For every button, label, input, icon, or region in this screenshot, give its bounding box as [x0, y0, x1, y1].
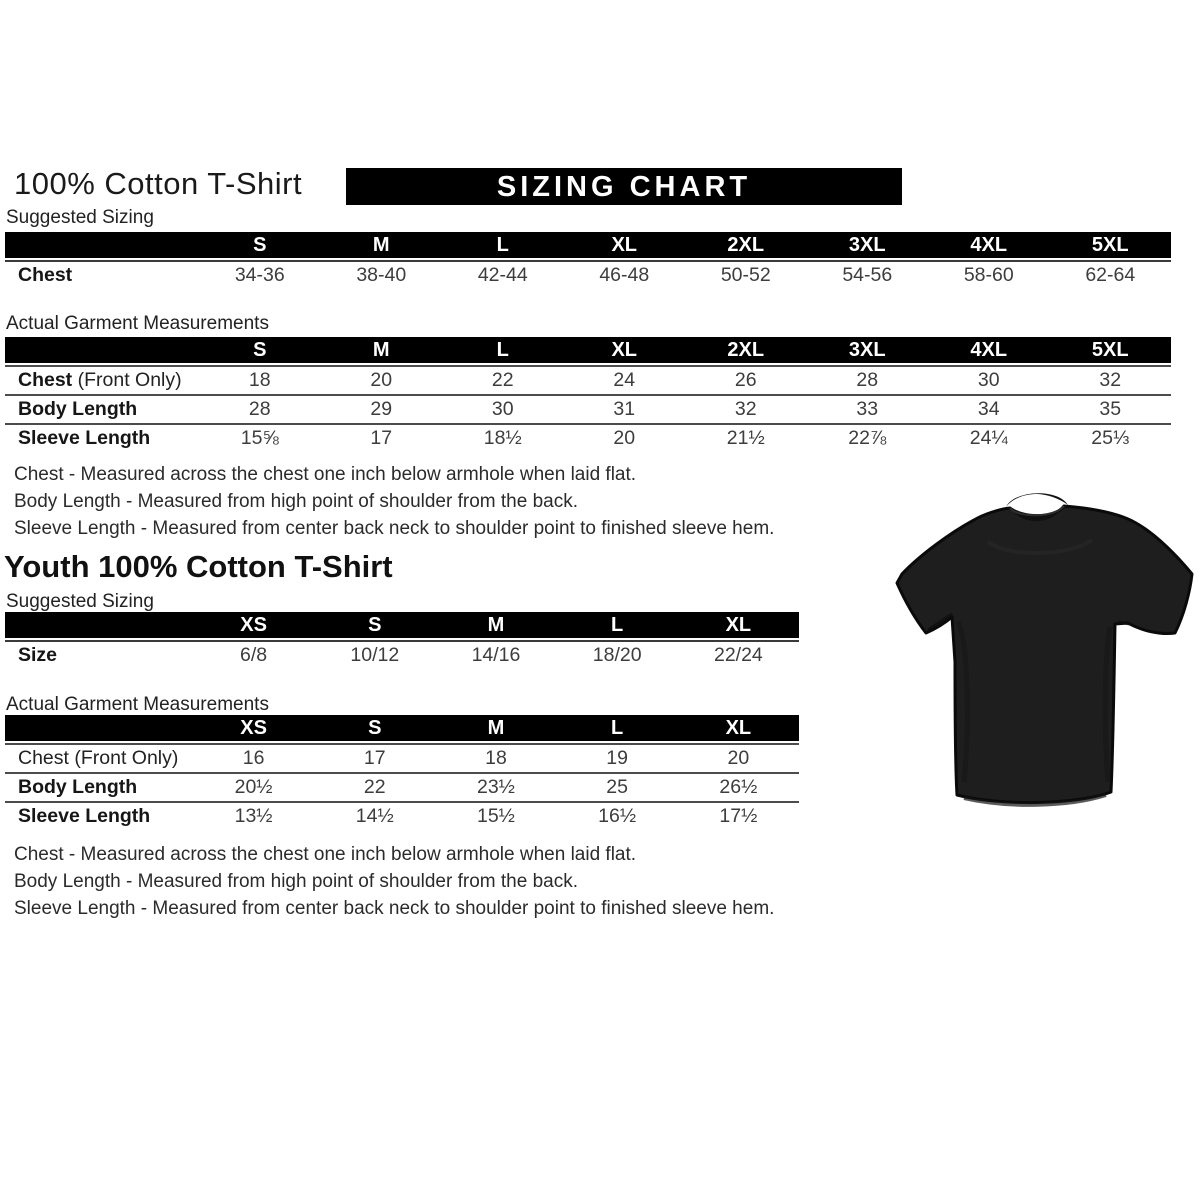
note-chest: Chest - Measured across the chest one inch below armhole when laid flat. — [14, 464, 637, 485]
measurement-cell: 34-36 — [199, 260, 321, 289]
measurement-cell: 16 — [193, 743, 314, 772]
measurement-cell: 18 — [199, 365, 321, 394]
size-column-header: L — [557, 715, 678, 743]
measurement-cell: 18/20 — [557, 640, 678, 669]
header-row — [5, 612, 799, 640]
measurement-cell: 26 — [685, 365, 807, 394]
row-label: Size — [5, 640, 193, 669]
measurement-cell: 24¼ — [928, 423, 1050, 452]
note-body-length: Body Length - Measured from high point of shoulder from the back. — [14, 871, 578, 892]
measurement-cell: 34 — [928, 394, 1050, 423]
measurement-row — [5, 743, 799, 772]
measurement-cell: 38-40 — [321, 260, 443, 289]
youth-page-title: Youth 100% Cotton T-Shirt — [4, 549, 393, 584]
measurement-cell: 22 — [314, 772, 435, 801]
measurement-cell: 33 — [807, 394, 929, 423]
measurement-row — [5, 423, 1171, 452]
tshirt-photo-icon — [878, 462, 1200, 818]
measurement-cell: 19 — [557, 743, 678, 772]
header-corner-cell — [5, 715, 193, 743]
measurement-cell: 17 — [314, 743, 435, 772]
measurement-cell: 62-64 — [1050, 260, 1172, 289]
size-column-header: M — [435, 715, 556, 743]
measurement-cell: 35 — [1050, 394, 1172, 423]
size-column-header: L — [557, 612, 678, 640]
measurement-cell: 22/24 — [678, 640, 799, 669]
measurement-cell: 14½ — [314, 801, 435, 830]
row-label: Body Length — [5, 772, 193, 801]
measurement-cell: 21½ — [685, 423, 807, 452]
measurement-cell: 58-60 — [928, 260, 1050, 289]
measurement-cell: 26½ — [678, 772, 799, 801]
header-corner-cell — [5, 337, 199, 365]
measurement-cell: 54-56 — [807, 260, 929, 289]
measurement-row — [5, 772, 799, 801]
measurement-cell: 22⅞ — [807, 423, 929, 452]
size-column-header: S — [314, 612, 435, 640]
tshirt-product-image — [878, 462, 1200, 818]
measurement-cell: 13½ — [193, 801, 314, 830]
row-label: Chest (Front Only) — [5, 743, 193, 772]
measurement-cell: 29 — [321, 394, 443, 423]
row-label: Chest — [5, 260, 199, 289]
header-row — [5, 232, 1171, 260]
measurement-cell: 18 — [435, 743, 556, 772]
measurement-cell: 22 — [442, 365, 564, 394]
row-label: Chest (Front Only) — [5, 365, 199, 394]
measurement-cell: 42-44 — [442, 260, 564, 289]
measurement-cell: 15½ — [435, 801, 556, 830]
measurement-cell: 6/8 — [193, 640, 314, 669]
youth-section-label-suggested-sizing: Suggested Sizing — [6, 591, 154, 612]
size-column-header: XL — [678, 612, 799, 640]
measurement-cell: 20½ — [193, 772, 314, 801]
youth-section-label-actual-measurements: Actual Garment Measurements — [6, 694, 269, 715]
header-corner-cell — [5, 232, 199, 260]
row-label: Body Length — [5, 394, 199, 423]
measurement-row — [5, 260, 1171, 289]
note-sleeve-length: Sleeve Length - Measured from center back neck to shoulder point to finished sleeve hem. — [14, 518, 775, 539]
measurement-cell: 25 — [557, 772, 678, 801]
row-label: Sleeve Length — [5, 423, 199, 452]
size-column-header: L — [442, 232, 564, 260]
measurement-cell: 32 — [685, 394, 807, 423]
size-column-header: 4XL — [928, 232, 1050, 260]
measurement-cell: 20 — [678, 743, 799, 772]
measurement-cell: 32 — [1050, 365, 1172, 394]
size-column-header: S — [314, 715, 435, 743]
measurement-cell: 46-48 — [564, 260, 686, 289]
measurement-cell: 16½ — [557, 801, 678, 830]
measurement-row — [5, 801, 799, 830]
measurement-cell: 17½ — [678, 801, 799, 830]
note-body-length: Body Length - Measured from high point of shoulder from the back. — [14, 491, 578, 512]
size-column-header: 3XL — [807, 337, 929, 365]
adult-actual-measurements-table — [5, 337, 1171, 452]
header-row — [5, 337, 1171, 365]
measurement-cell: 15⅝ — [199, 423, 321, 452]
measurement-cell: 30 — [442, 394, 564, 423]
size-column-header: 2XL — [685, 337, 807, 365]
size-column-header: 5XL — [1050, 232, 1172, 260]
measurement-cell: 23½ — [435, 772, 556, 801]
row-label: Sleeve Length — [5, 801, 193, 830]
size-column-header: L — [442, 337, 564, 365]
size-column-header: XS — [193, 612, 314, 640]
measurement-cell: 28 — [807, 365, 929, 394]
measurement-cell: 50-52 — [685, 260, 807, 289]
adult-suggested-sizing-table — [5, 232, 1171, 289]
page-title: 100% Cotton T-Shirt — [14, 166, 303, 201]
size-column-header: 4XL — [928, 337, 1050, 365]
size-column-header: XL — [564, 337, 686, 365]
size-column-header: S — [199, 232, 321, 260]
size-column-header: 5XL — [1050, 337, 1172, 365]
youth-actual-measurements-table — [5, 715, 799, 830]
section-label-suggested-sizing: Suggested Sizing — [6, 207, 154, 228]
measurement-cell: 31 — [564, 394, 686, 423]
measurement-cell: 25⅓ — [1050, 423, 1172, 452]
measurement-cell: 18½ — [442, 423, 564, 452]
size-column-header: M — [435, 612, 556, 640]
measurement-cell: 20 — [564, 423, 686, 452]
adult-measurement-notes — [14, 461, 774, 542]
youth-measurement-notes — [14, 841, 774, 922]
measurement-cell: 10/12 — [314, 640, 435, 669]
size-column-header: XL — [678, 715, 799, 743]
sizing-chart-banner: SIZING CHART — [346, 168, 902, 205]
header-row — [5, 715, 799, 743]
note-chest: Chest - Measured across the chest one inch below armhole when laid flat. — [14, 844, 637, 865]
measurement-row — [5, 365, 1171, 394]
size-column-header: 2XL — [685, 232, 807, 260]
measurement-row — [5, 394, 1171, 423]
size-column-header: XS — [193, 715, 314, 743]
header-corner-cell — [5, 612, 193, 640]
measurement-cell: 20 — [321, 365, 443, 394]
section-label-actual-measurements: Actual Garment Measurements — [6, 313, 269, 334]
size-column-header: S — [199, 337, 321, 365]
youth-suggested-sizing-table — [5, 612, 799, 669]
measurement-cell: 14/16 — [435, 640, 556, 669]
measurement-cell: 28 — [199, 394, 321, 423]
size-column-header: M — [321, 337, 443, 365]
size-column-header: XL — [564, 232, 686, 260]
measurement-cell: 30 — [928, 365, 1050, 394]
measurement-cell: 24 — [564, 365, 686, 394]
measurement-cell: 17 — [321, 423, 443, 452]
size-column-header: M — [321, 232, 443, 260]
size-column-header: 3XL — [807, 232, 929, 260]
measurement-row — [5, 640, 799, 669]
note-sleeve-length: Sleeve Length - Measured from center back neck to shoulder point to finished sleeve hem. — [14, 898, 775, 919]
